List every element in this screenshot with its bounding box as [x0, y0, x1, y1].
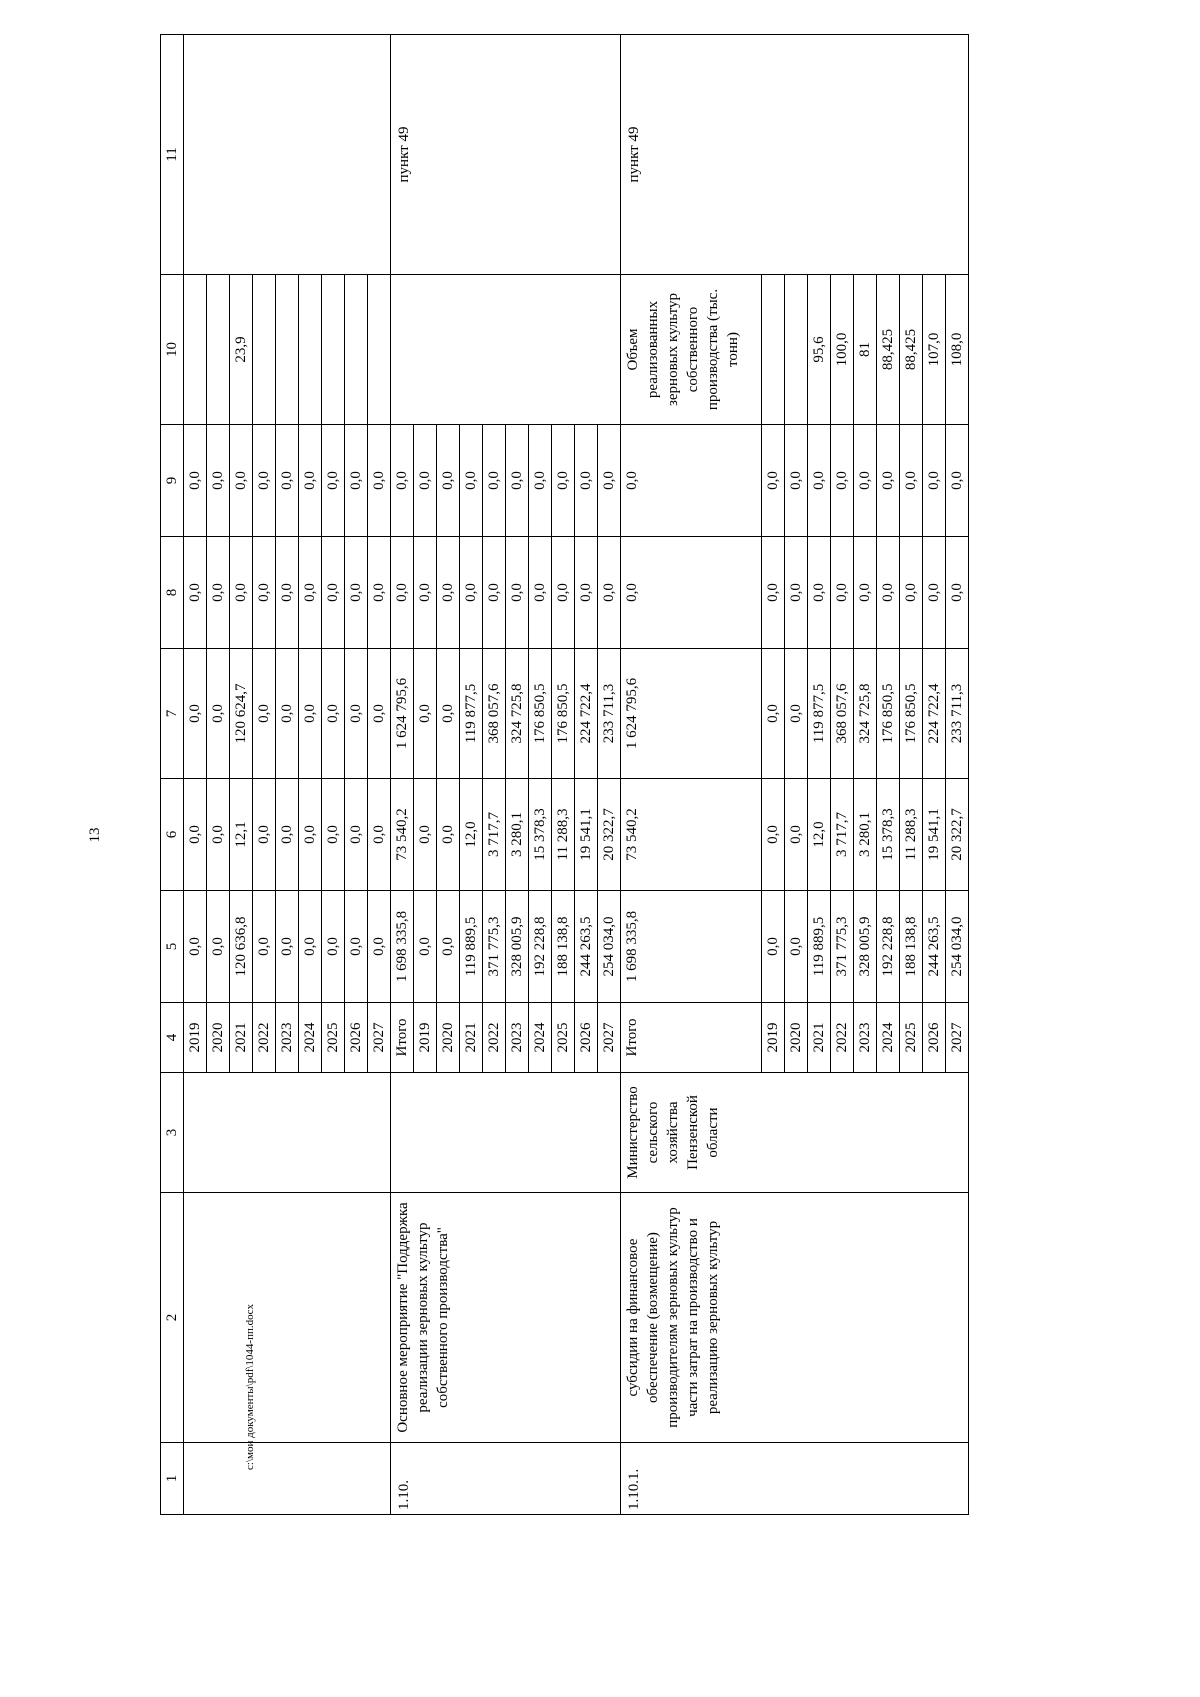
cell-year: 2022 [253, 1003, 276, 1073]
cell-c8: 0,0 [854, 537, 877, 649]
cell-year: 2025 [552, 1003, 575, 1073]
cell-year: 2019 [184, 1003, 207, 1073]
cell-year: 2026 [345, 1003, 368, 1073]
cell-c9: 0,0 [460, 425, 483, 537]
cell-c10 [762, 275, 785, 425]
cell-c5: 0,0 [414, 891, 437, 1003]
cell-c9: 0,0 [900, 425, 923, 537]
cell-c6: 0,0 [785, 779, 808, 891]
cell-c7: 0,0 [414, 649, 437, 779]
cell-c5: 0,0 [322, 891, 345, 1003]
cell-c5: 371 775,3 [831, 891, 854, 1003]
cell-c5: 254 034,0 [598, 891, 621, 1003]
cell-c6: 0,0 [299, 779, 322, 891]
cell-c7: 233 711,3 [598, 649, 621, 779]
cell-c6: 0,0 [762, 779, 785, 891]
cell-c5: 192 228,8 [877, 891, 900, 1003]
col-header-4: 4 [161, 1003, 184, 1073]
cell-total-c6: 73 540,2 [621, 779, 762, 891]
cell-c7: 0,0 [184, 649, 207, 779]
cell-c10 [368, 275, 391, 425]
cell-c7: 176 850,5 [900, 649, 923, 779]
cell-c6: 0,0 [322, 779, 345, 891]
cell-year: 2023 [854, 1003, 877, 1073]
cell-c7: 0,0 [762, 649, 785, 779]
cell-c9: 0,0 [762, 425, 785, 537]
cell-c5: 0,0 [253, 891, 276, 1003]
cell-total-c9: 0,0 [621, 425, 762, 537]
section-1-10-1-link: пункт 49 [621, 35, 969, 275]
cell-c7: 176 850,5 [529, 649, 552, 779]
cell-c5: 0,0 [276, 891, 299, 1003]
cell-c9: 0,0 [276, 425, 299, 537]
cell-c10 [207, 275, 230, 425]
cell-c9: 0,0 [230, 425, 253, 537]
cell-c8: 0,0 [762, 537, 785, 649]
cell-c6: 0,0 [207, 779, 230, 891]
cell-c9: 0,0 [414, 425, 437, 537]
cell-c5: 371 775,3 [483, 891, 506, 1003]
cell-c7: 324 725,8 [506, 649, 529, 779]
cell-c5: 188 138,8 [552, 891, 575, 1003]
cell-year: 2023 [506, 1003, 529, 1073]
cell-c7: 0,0 [785, 649, 808, 779]
cell-c7: 233 711,3 [946, 649, 969, 779]
cell-total-c8: 0,0 [621, 537, 762, 649]
cell-c5: 1 698 335,8 [391, 891, 414, 1003]
cell-c9: 0,0 [946, 425, 969, 537]
cell-total-c7: 1 624 795,6 [621, 649, 762, 779]
cell-c5: 244 263,5 [575, 891, 598, 1003]
cell-c9: 0,0 [368, 425, 391, 537]
cell-year: 2020 [785, 1003, 808, 1073]
cell-c10: 23,9 [230, 275, 253, 425]
cell-c7: 176 850,5 [877, 649, 900, 779]
column-number-row [161, 35, 184, 1515]
section-prev-body [184, 35, 391, 1515]
cell-c6: 11 288,3 [900, 779, 923, 891]
cell-year: 2026 [575, 1003, 598, 1073]
cell-c10: 95,6 [808, 275, 831, 425]
cell-c6: 0,0 [437, 779, 460, 891]
section-1-10-name: Основное мероприятие "Поддержка реализации зерновых культур собственного производства" [391, 1193, 621, 1443]
cell-c10: 108,0 [946, 275, 969, 425]
cell-year: 2021 [460, 1003, 483, 1073]
footer-file-path: c:\мои документы\pdf\1044-пп.docx [244, 1303, 256, 1470]
cell-year: 2025 [900, 1003, 923, 1073]
cell-c9: 0,0 [598, 425, 621, 537]
cell-year: 2025 [322, 1003, 345, 1073]
cell-c6: 15 378,3 [529, 779, 552, 891]
section-1-10-indicator [391, 275, 621, 425]
cell-c5: 254 034,0 [946, 891, 969, 1003]
section-1-10-link: пункт 49 [391, 35, 621, 275]
cell-c9: 0,0 [923, 425, 946, 537]
col-header-1: 1 [161, 1443, 184, 1515]
program-table [160, 34, 969, 1515]
cell-c9: 0,0 [299, 425, 322, 537]
cell-c7: 324 725,8 [854, 649, 877, 779]
cell-year: 2019 [762, 1003, 785, 1073]
cell-year: 2026 [923, 1003, 946, 1073]
section-1-10-1-number: 1.10.1. [621, 1443, 969, 1515]
cell-c7: 0,0 [299, 649, 322, 779]
col-header-6: 6 [161, 779, 184, 891]
cell-c9: 0,0 [529, 425, 552, 537]
cell-c7: 0,0 [437, 649, 460, 779]
cell-c5: 0,0 [207, 891, 230, 1003]
cell-c8: 0,0 [575, 537, 598, 649]
cell-c6: 0,0 [368, 779, 391, 891]
cell-c7: 0,0 [345, 649, 368, 779]
cell-c9: 0,0 [575, 425, 598, 537]
cell-c8: 0,0 [345, 537, 368, 649]
cell-c6: 12,1 [230, 779, 253, 891]
cell-c10 [322, 275, 345, 425]
cell-c7: 1 624 795,6 [391, 649, 414, 779]
cell-c9: 0,0 [854, 425, 877, 537]
cell-c5: 119 889,5 [808, 891, 831, 1003]
cell-year: 2022 [483, 1003, 506, 1073]
rotated-page [160, 35, 1010, 1515]
cell-c8: 0,0 [230, 537, 253, 649]
cell-c6: 0,0 [414, 779, 437, 891]
cell-c5: 0,0 [762, 891, 785, 1003]
section-1-10-1-indicator: Объем реализованных зерновых культур собственного производства (тыс. тонн) [621, 275, 762, 425]
cell-c5: 192 228,8 [529, 891, 552, 1003]
cell-c7: 224 722,4 [923, 649, 946, 779]
cell-c10: 100,0 [831, 275, 854, 425]
cell-c10 [785, 275, 808, 425]
cell-c9: 0,0 [831, 425, 854, 537]
cell-c10 [299, 275, 322, 425]
cell-c8: 0,0 [900, 537, 923, 649]
cell-c7: 368 057,6 [483, 649, 506, 779]
cell-c8: 0,0 [808, 537, 831, 649]
cell-c5: 188 138,8 [900, 891, 923, 1003]
cell-c8: 0,0 [414, 537, 437, 649]
cell-c8: 0,0 [785, 537, 808, 649]
cell-c8: 0,0 [552, 537, 575, 649]
cell-c8: 0,0 [923, 537, 946, 649]
cell-c7: 0,0 [322, 649, 345, 779]
cell-year: 2021 [808, 1003, 831, 1073]
cell-c8: 0,0 [322, 537, 345, 649]
cell-c7: 0,0 [253, 649, 276, 779]
cell-c5: 0,0 [785, 891, 808, 1003]
cell-c5: 328 005,9 [506, 891, 529, 1003]
cell-c10 [253, 275, 276, 425]
cell-c5: 0,0 [345, 891, 368, 1003]
cell-c6: 73 540,2 [391, 779, 414, 891]
cell-c7: 120 624,7 [230, 649, 253, 779]
cell-c6: 3 280,1 [506, 779, 529, 891]
cell-c6: 12,0 [808, 779, 831, 891]
cell-link [184, 35, 391, 275]
cell-year: 2027 [368, 1003, 391, 1073]
cell-c7: 119 877,5 [460, 649, 483, 779]
cell-c8: 0,0 [207, 537, 230, 649]
cell-c9: 0,0 [391, 425, 414, 537]
cell-c6: 3 717,7 [483, 779, 506, 891]
cell-c9: 0,0 [437, 425, 460, 537]
cell-total-year: Итого [621, 1003, 762, 1073]
cell-c10 [184, 275, 207, 425]
cell-num [184, 1443, 391, 1515]
cell-c6: 3 280,1 [854, 779, 877, 891]
cell-c8: 0,0 [529, 537, 552, 649]
cell-c6: 3 717,7 [831, 779, 854, 891]
cell-c8: 0,0 [483, 537, 506, 649]
section-1-10-1-body [621, 35, 969, 1515]
cell-c10: 107,0 [923, 275, 946, 425]
cell-c6: 15 378,3 [877, 779, 900, 891]
section-1-10-1-executor: Министерство сельского хозяйства Пензенской области [621, 1073, 969, 1193]
cell-year: Итого [391, 1003, 414, 1073]
col-header-8: 8 [161, 537, 184, 649]
cell-c6: 0,0 [276, 779, 299, 891]
cell-c5: 119 889,5 [460, 891, 483, 1003]
cell-c5: 0,0 [437, 891, 460, 1003]
cell-c9: 0,0 [483, 425, 506, 537]
cell-c5: 0,0 [299, 891, 322, 1003]
cell-c9: 0,0 [184, 425, 207, 537]
cell-c8: 0,0 [598, 537, 621, 649]
cell-c7: 119 877,5 [808, 649, 831, 779]
cell-c7: 0,0 [368, 649, 391, 779]
cell-c9: 0,0 [808, 425, 831, 537]
cell-year: 2023 [276, 1003, 299, 1073]
cell-year: 2020 [437, 1003, 460, 1073]
section-1-10-1-name: субсидии на финансовое обеспечение (возмещение) производителям зерновых культур части затрат на производство и реализацию зерновых культур [621, 1193, 969, 1443]
cell-c8: 0,0 [368, 537, 391, 649]
cell-c6: 19 541,1 [575, 779, 598, 891]
cell-c7: 176 850,5 [552, 649, 575, 779]
cell-c10: 88,425 [900, 275, 923, 425]
cell-year: 2024 [529, 1003, 552, 1073]
cell-c10: 81 [854, 275, 877, 425]
cell-c9: 0,0 [345, 425, 368, 537]
cell-total-c5: 1 698 335,8 [621, 891, 762, 1003]
cell-c6: 11 288,3 [552, 779, 575, 891]
cell-year: 2024 [299, 1003, 322, 1073]
table-row-total [621, 35, 762, 1515]
cell-c10 [345, 275, 368, 425]
cell-c9: 0,0 [253, 425, 276, 537]
cell-c5: 0,0 [184, 891, 207, 1003]
cell-c7: 0,0 [276, 649, 299, 779]
cell-c7: 0,0 [207, 649, 230, 779]
cell-year: 2021 [230, 1003, 253, 1073]
cell-year: 2020 [207, 1003, 230, 1073]
cell-c7: 224 722,4 [575, 649, 598, 779]
cell-c5: 0,0 [368, 891, 391, 1003]
col-header-11: 11 [161, 35, 184, 275]
cell-year: 2024 [877, 1003, 900, 1073]
cell-c9: 0,0 [207, 425, 230, 537]
col-header-5: 5 [161, 891, 184, 1003]
cell-c6: 19 541,1 [923, 779, 946, 891]
cell-c8: 0,0 [831, 537, 854, 649]
section-1-10-body [391, 35, 621, 1515]
col-header-3: 3 [161, 1073, 184, 1193]
cell-c9: 0,0 [322, 425, 345, 537]
cell-c10: 88,425 [877, 275, 900, 425]
cell-c10 [276, 275, 299, 425]
cell-c8: 0,0 [460, 537, 483, 649]
page-number: 13 [87, 827, 103, 843]
cell-c8: 0,0 [184, 537, 207, 649]
cell-year: 2027 [946, 1003, 969, 1073]
table-row [184, 35, 207, 1515]
cell-year: 2019 [414, 1003, 437, 1073]
cell-c7: 368 057,6 [831, 649, 854, 779]
section-1-10-number: 1.10. [391, 1443, 621, 1515]
cell-c8: 0,0 [276, 537, 299, 649]
cell-year: 2027 [598, 1003, 621, 1073]
section-1-10-executor [391, 1073, 621, 1193]
col-header-2: 2 [161, 1193, 184, 1443]
cell-name [184, 1193, 391, 1443]
cell-c6: 12,0 [460, 779, 483, 891]
cell-c8: 0,0 [946, 537, 969, 649]
table-row [391, 35, 414, 1515]
cell-c9: 0,0 [785, 425, 808, 537]
col-header-7: 7 [161, 649, 184, 779]
cell-year: 2022 [831, 1003, 854, 1073]
cell-c5: 328 005,9 [854, 891, 877, 1003]
cell-c6: 0,0 [345, 779, 368, 891]
cell-c8: 0,0 [506, 537, 529, 649]
cell-c9: 0,0 [552, 425, 575, 537]
cell-c6: 20 322,7 [598, 779, 621, 891]
cell-c8: 0,0 [299, 537, 322, 649]
cell-c8: 0,0 [391, 537, 414, 649]
cell-c9: 0,0 [877, 425, 900, 537]
cell-c8: 0,0 [437, 537, 460, 649]
cell-c5: 244 263,5 [923, 891, 946, 1003]
cell-executor [184, 1073, 391, 1193]
cell-c6: 0,0 [253, 779, 276, 891]
cell-c6: 0,0 [184, 779, 207, 891]
col-header-9: 9 [161, 425, 184, 537]
cell-c5: 120 636,8 [230, 891, 253, 1003]
cell-c6: 20 322,7 [946, 779, 969, 891]
cell-c8: 0,0 [877, 537, 900, 649]
col-header-10: 10 [161, 275, 184, 425]
cell-c9: 0,0 [506, 425, 529, 537]
cell-c8: 0,0 [253, 537, 276, 649]
